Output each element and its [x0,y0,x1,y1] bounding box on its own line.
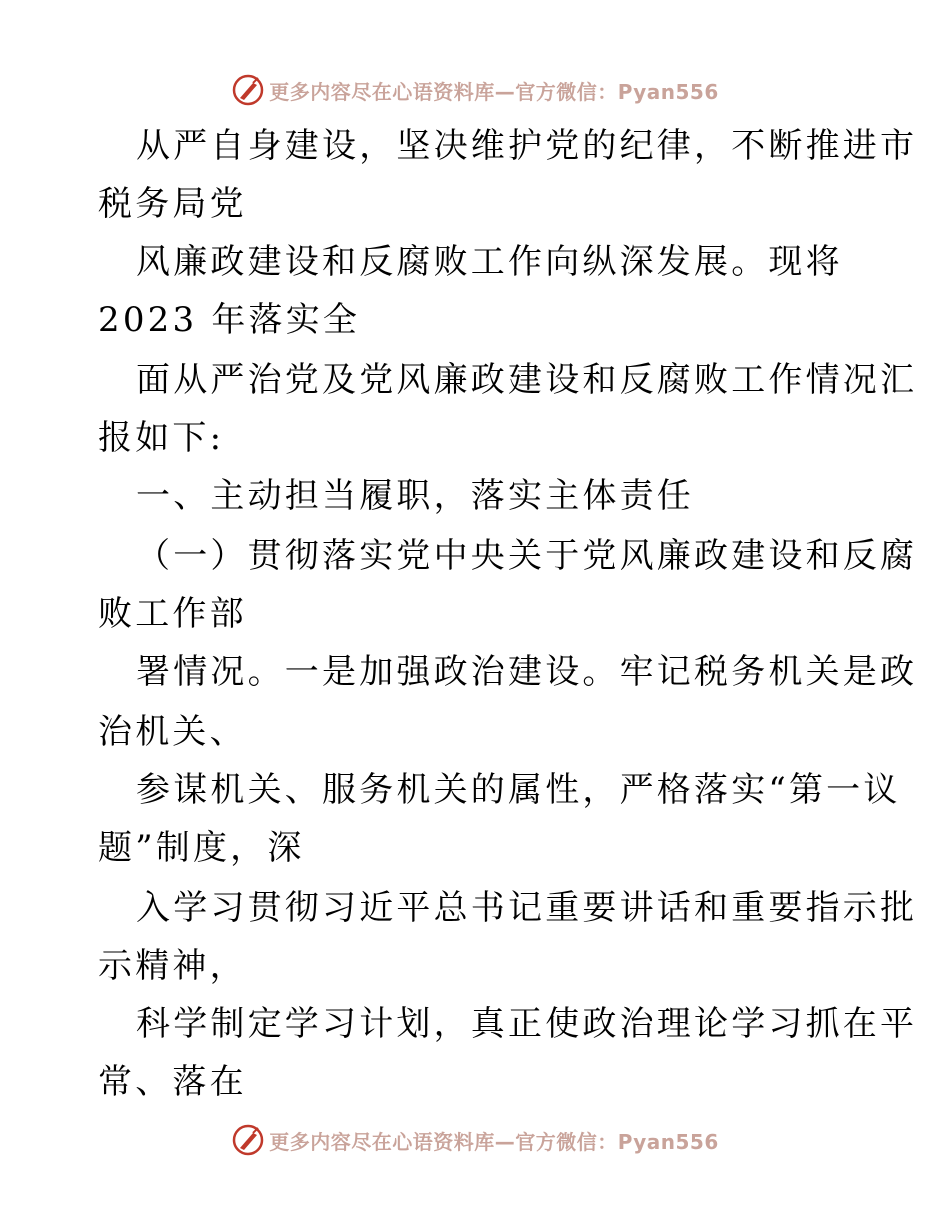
text-line: 税务局党 [98,184,247,224]
text-line: 常、落在 [98,1062,247,1102]
text-line: 署情况。一是加强政治建设。牢记税务机关是政 [136,652,918,692]
text-line: 科学制定学习计划，真正使政治理论学习抓在平 [136,1004,918,1044]
text-line: 题”制度，深 [98,828,305,868]
footer-watermark-text: 更多内容尽在心语资料库—官方微信：Pyan556 [269,1129,719,1154]
header-watermark [0,70,950,110]
subsection-heading: （一）贯彻落实党中央关于党风廉政建设和反腐 [136,536,918,576]
text-line: 治机关、 [98,712,247,752]
text-line: 报如下: [98,418,225,458]
quill-seal-icon [231,1123,265,1157]
section-heading: 一、主动担当履职，落实主体责任 [136,476,694,516]
text-line: 风廉政建设和反腐败工作向纵深发展。现将 [136,242,843,282]
quill-seal-icon [231,73,265,107]
text-line: 入学习贯彻习近平总书记重要讲话和重要指示批 [136,888,918,928]
text-line: 参谋机关、服务机关的属性，严格落实“第一议 [136,770,901,810]
footer-watermark [0,1120,950,1160]
text-line: 败工作部 [98,594,247,634]
text-line: 面从严治党及党风廉政建设和反腐败工作情况汇 [136,360,918,400]
text-line: 从严自身建设，坚决维护党的纪律，不断推进市 [136,126,918,166]
text-line: 2023 年落实全 [98,300,361,340]
header-watermark-text: 更多内容尽在心语资料库—官方微信：Pyan556 [269,79,719,104]
text-line: 示精神， [98,946,247,986]
